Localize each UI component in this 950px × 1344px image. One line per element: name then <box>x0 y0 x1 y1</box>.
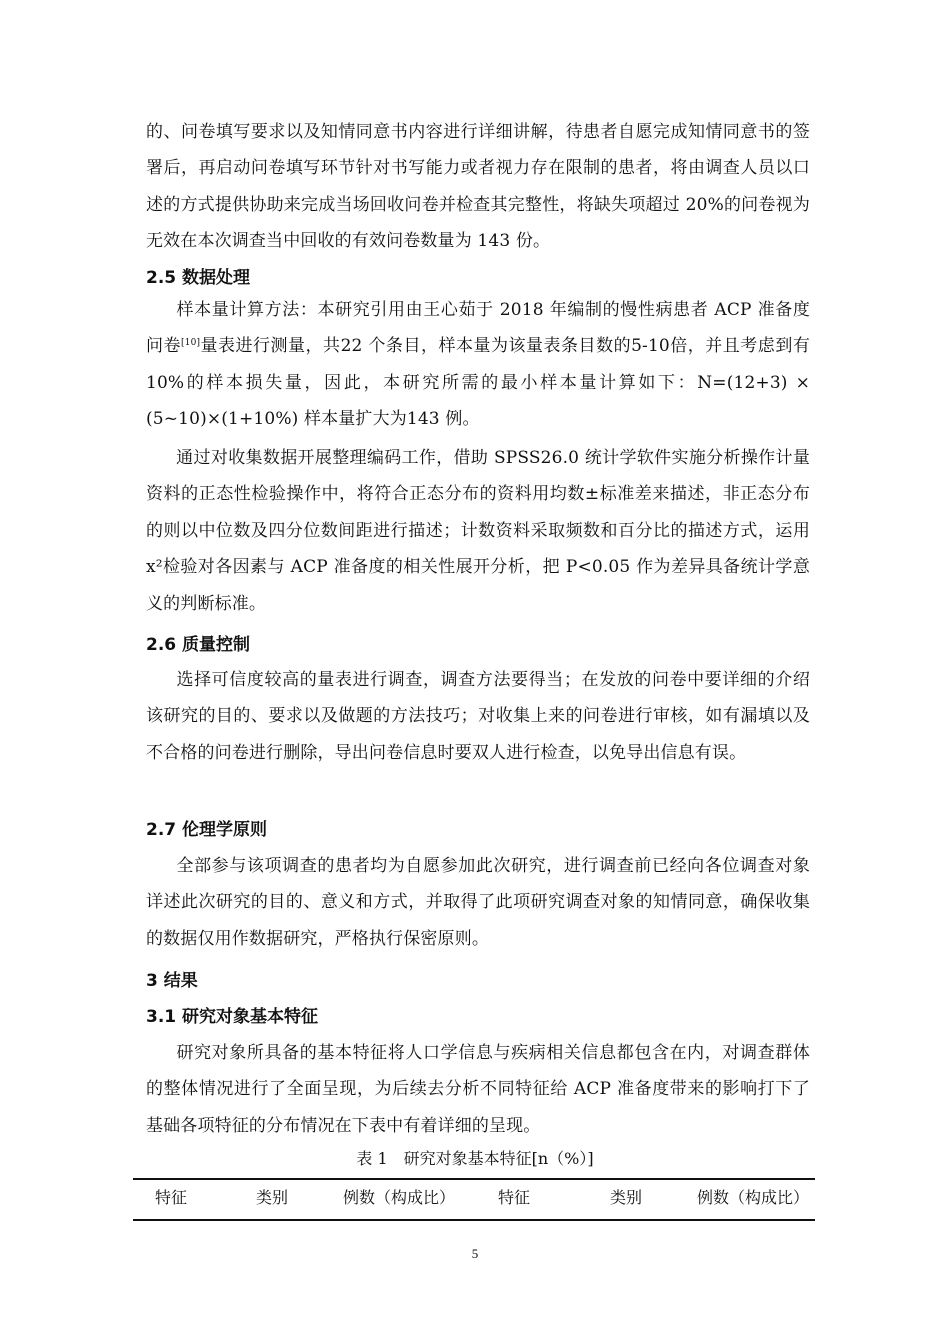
table-header-cell: 类别 <box>256 1188 289 1207</box>
paragraph-sample-size <box>146 292 810 438</box>
paragraph-ethics <box>146 848 810 957</box>
heading-2-6: 2.6 质量控制 <box>146 635 251 655</box>
paragraph-text: 通过对收集数据开展整理编码工作，借助 SPSS26.0 统计学软件实施分析操作计量资料的正态性检验操作中，将符合正态分布的资料用均数±标准差来描述，非正态分布的则以中位数及四分位数间距进行描述；计数资料采取频数和百分比的描述方式，运用 x²检验对各因素与 ACP 准备度的相关性展开分析，把 P<0.05 作为差异具备统计学意义的判断标准。 <box>146 448 810 614</box>
heading-3: 3 结果 <box>146 971 198 991</box>
paragraph-text: 的、问卷填写要求以及知情同意书内容进行详细讲解，待患者自愿完成知情同意书的签署后，再启动问卷填写环节针对书写能力或者视力存在限制的患者，将由调查人员以口述的方式提供协助来完成当场回收问卷并检查其完整性，将缺失项超过 20%的问卷视为无效在本次调查当中回收的有效问卷数量为 143 份。 <box>146 122 810 252</box>
table-top-rule <box>133 1178 815 1180</box>
table-header-rule <box>133 1219 815 1221</box>
citation-ref: [10] <box>181 338 201 349</box>
paragraph-text: 研究对象所具备的基本特征将人口学信息与疾病相关信息都包含在内，对调查群体的整体情况进行了全面呈现，为后续去分析不同特征给 ACP 准备度带来的影响打下了基础各项特征的分布情况在下表中有着详细的呈现。 <box>146 1043 810 1136</box>
paragraph-text: 量表进行测量，共22 个条目，样本量为该量表条目数的5-10倍，并且考虑到有10%的样本损失量，因此，本研究所需的最小样本量计算如下：N=(12+3) × (5~10)×(1+10%) 样本量扩大为143 例。 <box>146 336 810 430</box>
paragraph-text: 选择可信度较高的量表进行调查，调查方法要得当；在发放的问卷中要详细的介绍该研究的目的、要求以及做题的方法技巧；对收集上来的问卷进行审核，如有漏填以及不合格的问卷进行删除，导出问卷信息时要双人进行检查，以免导出信息有误。 <box>146 670 810 763</box>
page-number: 5 <box>471 1246 479 1261</box>
table-header-cell: 类别 <box>610 1188 643 1207</box>
paragraph-survey-procedure <box>146 114 810 260</box>
paragraph-quality-control <box>146 662 810 771</box>
paragraph-data-analysis <box>146 440 810 622</box>
paragraph-text: 全部参与该项调查的患者均为自愿参加此次研究，进行调查前已经向各位调查对象详述此次研究的目的、意义和方式，并取得了此项研究调查对象的知情同意，确保收集的数据仅用作数据研究，严格执行保密原则。 <box>146 856 810 949</box>
heading-3-1: 3.1 研究对象基本特征 <box>146 1007 319 1027</box>
table-header-cell: 特征 <box>155 1188 188 1207</box>
paragraph-basic-characteristics <box>146 1035 810 1144</box>
heading-2-7: 2.7 伦理学原则 <box>146 820 268 840</box>
paragraph-text: 样本量计算方法：本研究引用由王心茹于 2018 年编制的慢性病患者 ACP 准备度问卷 <box>146 300 810 357</box>
table-header-cell: 例数（构成比） <box>697 1188 810 1207</box>
table-caption: 表 1 研究对象基本特征[n（%）] <box>356 1149 594 1168</box>
table-header-cell: 特征 <box>498 1188 531 1207</box>
heading-2-5: 2.5 数据处理 <box>146 268 251 288</box>
table-header-cell: 例数（构成比） <box>343 1188 456 1207</box>
